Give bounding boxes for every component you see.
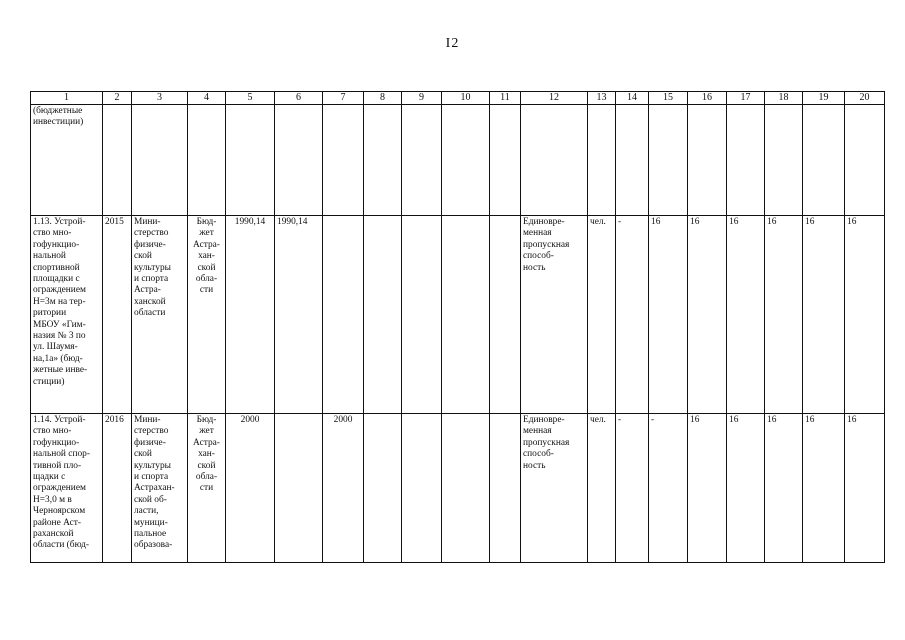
table-cell: - bbox=[649, 414, 688, 563]
table-cell bbox=[490, 216, 521, 414]
table-cell: - bbox=[616, 216, 649, 414]
table-cell bbox=[364, 105, 402, 216]
table-cell bbox=[727, 105, 765, 216]
header-row bbox=[31, 92, 885, 105]
table-cell: 1990,14 bbox=[275, 216, 323, 414]
table-cell: - bbox=[616, 414, 649, 563]
table-cell: чел. bbox=[588, 216, 616, 414]
table-cell: 16 bbox=[727, 216, 765, 414]
table-cell bbox=[226, 105, 275, 216]
table-cell: 16 bbox=[803, 414, 845, 563]
table-row bbox=[31, 216, 885, 414]
header-cell: 1 bbox=[31, 92, 103, 105]
table-row bbox=[31, 414, 885, 563]
table-cell: 16 bbox=[688, 414, 727, 563]
table-cell: 1.14. Устрой- ство мно- гофункцио- нальной спор- тивной пло- щадки с ограждением Н=3,0 м в Черноярском районе Аст- раханской области (бюд- bbox=[31, 414, 103, 563]
header-cell: 6 bbox=[275, 92, 323, 105]
table-cell bbox=[364, 216, 402, 414]
table-cell bbox=[442, 414, 490, 563]
header-cell: 14 bbox=[616, 92, 649, 105]
table-cell: Мини- стерство физиче- ской культуры и спорта Астра- ханской области bbox=[132, 216, 188, 414]
table-cell: 2000 bbox=[323, 414, 364, 563]
table-cell: чел. bbox=[588, 414, 616, 563]
table-cell bbox=[103, 105, 132, 216]
page-number: I2 bbox=[445, 36, 460, 51]
header-cell: 17 bbox=[727, 92, 765, 105]
header-cell: 16 bbox=[688, 92, 727, 105]
header-cell: 11 bbox=[490, 92, 521, 105]
header-cell: 19 bbox=[803, 92, 845, 105]
table-cell bbox=[132, 105, 188, 216]
table-cell: 16 bbox=[765, 216, 803, 414]
header-cell: 20 bbox=[845, 92, 885, 105]
table-cell bbox=[364, 414, 402, 563]
table-cell: 2016 bbox=[103, 414, 132, 563]
table-cell bbox=[649, 105, 688, 216]
header-cell: 2 bbox=[103, 92, 132, 105]
header-cell: 3 bbox=[132, 92, 188, 105]
table-cell bbox=[275, 105, 323, 216]
table-cell: Бюд- жет Астра- хан- ской обла- сти bbox=[188, 414, 226, 563]
table-cell: 2000 bbox=[226, 414, 275, 563]
table-cell bbox=[688, 105, 727, 216]
table-cell: 16 bbox=[688, 216, 727, 414]
program-table bbox=[30, 91, 885, 563]
header-cell: 15 bbox=[649, 92, 688, 105]
header-cell: 9 bbox=[402, 92, 442, 105]
table-cell: 16 bbox=[803, 216, 845, 414]
table-cell bbox=[803, 105, 845, 216]
header-cell: 12 bbox=[521, 92, 588, 105]
table-cell bbox=[490, 414, 521, 563]
table-cell: Единовре- менная пропускная способ- ность bbox=[521, 216, 588, 414]
header-cell: 18 bbox=[765, 92, 803, 105]
table-cell: Единовре- менная пропускная способ- ность bbox=[521, 414, 588, 563]
table-cell bbox=[275, 414, 323, 563]
header-cell: 5 bbox=[226, 92, 275, 105]
header-cell: 7 bbox=[323, 92, 364, 105]
table-cell: 1990,14 bbox=[226, 216, 275, 414]
table-cell bbox=[442, 105, 490, 216]
header-cell: 8 bbox=[364, 92, 402, 105]
table-cell: Бюд- жет Астра- хан- ской обла- сти bbox=[188, 216, 226, 414]
table-cell bbox=[442, 216, 490, 414]
header-cell: 13 bbox=[588, 92, 616, 105]
table-cell: (бюджетные инвестиции) bbox=[31, 105, 103, 216]
table-cell bbox=[323, 216, 364, 414]
table-cell bbox=[402, 105, 442, 216]
table-cell: 1.13. Устрой- ство мно- гофункцио- нальной спортивной площадки с ограждением Н=3м на тер- ритории МБОУ «Гим- назия № 3 по ул. Шаумя- на,1а» (бюд- жетные инве- стиции) bbox=[31, 216, 103, 414]
table-cell bbox=[588, 105, 616, 216]
header-cell: 4 bbox=[188, 92, 226, 105]
table-cell: 16 bbox=[845, 414, 885, 563]
table-cell bbox=[845, 105, 885, 216]
table-cell: 16 bbox=[765, 414, 803, 563]
table-cell bbox=[323, 105, 364, 216]
table-cell: 16 bbox=[727, 414, 765, 563]
table-cell: 2015 bbox=[103, 216, 132, 414]
table-cell bbox=[616, 105, 649, 216]
table-cell bbox=[188, 105, 226, 216]
table-cell bbox=[402, 216, 442, 414]
table-cell bbox=[765, 105, 803, 216]
table-cell bbox=[402, 414, 442, 563]
table-row bbox=[31, 105, 885, 216]
table-cell: Мини- стерство физиче- ской культуры и спорта Астрахан- ской об- ласти, муници- пальное образова- bbox=[132, 414, 188, 563]
table-cell bbox=[521, 105, 588, 216]
table-cell: 16 bbox=[845, 216, 885, 414]
table-cell bbox=[490, 105, 521, 216]
header-cell: 10 bbox=[442, 92, 490, 105]
table-cell: 16 bbox=[649, 216, 688, 414]
